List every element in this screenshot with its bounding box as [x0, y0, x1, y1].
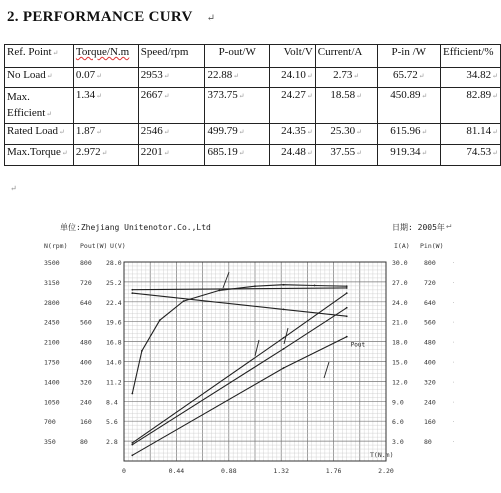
data-point [314, 285, 316, 287]
paragraph-mark: ↵ [10, 184, 17, 193]
data-point [131, 454, 133, 456]
table-row [5, 124, 501, 145]
cell: 25.30↵ [315, 124, 377, 145]
table-row [5, 145, 501, 166]
data-point [218, 290, 220, 292]
cell-mark: . [452, 278, 456, 285]
pin-tick-label: 80 [424, 438, 432, 447]
chart-svg [0, 210, 501, 488]
n-tick-label: 2100 [44, 338, 60, 347]
cell: 65.72↵ [377, 68, 441, 88]
cell-mark: . [452, 338, 456, 345]
cell-mark: . [452, 358, 456, 365]
n-tick-label: 1750 [44, 358, 60, 367]
performance-table [4, 44, 501, 166]
n-tick-label: 700 [44, 418, 56, 427]
cell: 450.89↵ [377, 88, 441, 124]
axis-header: N(rpm) [44, 242, 68, 250]
header-cell: P-in /W [377, 45, 441, 68]
curve-marker [223, 272, 229, 288]
data-point [346, 307, 348, 309]
axis-header: Pin(W) [420, 242, 444, 250]
cell: 22.88↵ [205, 68, 270, 88]
cell-mark: . [452, 378, 456, 385]
pin-tick-label: 560 [424, 318, 436, 327]
n-tick-label: 2450 [44, 318, 60, 327]
cell: 81.14↵ [441, 124, 501, 145]
curve-n [132, 293, 346, 316]
u-tick-label: 14.0 [106, 358, 122, 367]
x-axis-label: T(N.m) [370, 451, 394, 459]
x-tick-label: 0.44 [168, 467, 185, 475]
data-point [183, 300, 185, 302]
i-tick-label: 6.0 [392, 418, 404, 427]
x-tick-label: 2.20 [378, 467, 394, 475]
cell: 685.19↵ [205, 145, 270, 166]
cell: 2.972↵ [73, 145, 138, 166]
cell: 499.79↵ [205, 124, 270, 145]
table-header-row [5, 45, 501, 68]
n-tick-label: 1050 [44, 398, 60, 407]
header-cell: Volt/V [269, 45, 315, 68]
header-cell: Efficient/% [441, 45, 501, 68]
performance-chart [0, 210, 501, 488]
pout-tick-label: 160 [80, 418, 92, 427]
x-tick-label: 1.32 [273, 467, 290, 475]
paragraph-mark: ↵ [446, 221, 452, 231]
cell-mark: . [452, 259, 456, 265]
data-point [283, 348, 285, 350]
i-tick-label: 21.0 [392, 318, 408, 327]
pout-tick-label: 80 [80, 438, 88, 447]
cell: 74.53↵ [441, 145, 501, 166]
u-tick-label: 25.2 [106, 278, 122, 287]
axis-header: Pout(W) [80, 242, 108, 250]
x-tick-label: 0.88 [220, 467, 237, 475]
x-tick-label: 1.76 [325, 467, 342, 475]
cell: 2953↵ [138, 68, 205, 88]
data-point [254, 285, 256, 287]
cell: 2667↵ [138, 88, 205, 124]
cell: 24.48↵ [269, 145, 315, 166]
cell: 919.34↵ [377, 145, 441, 166]
header-cell: Torque/N.m [73, 45, 138, 68]
header-cell: Current/A [315, 45, 377, 68]
i-tick-label: 3.0 [392, 438, 404, 447]
i-tick-label: 30.0 [392, 259, 408, 267]
cell-mark: . [452, 318, 456, 325]
pout-tick-label: 480 [80, 338, 92, 347]
pout-tick-label: 560 [80, 318, 92, 327]
cell: 18.58↵ [315, 88, 377, 124]
data-point [346, 287, 348, 289]
pout-tick-label: 240 [80, 398, 92, 407]
pout-curve-label: Pout [350, 341, 366, 349]
curve-pout [132, 337, 346, 456]
cell: 373.75↵ [205, 88, 270, 124]
table-row [5, 88, 501, 124]
u-tick-label: 5.6 [106, 418, 118, 427]
u-tick-label: 28.0 [106, 259, 122, 267]
u-tick-label: 8.4 [106, 398, 118, 407]
data-point [141, 350, 143, 352]
cell: 37.55↵ [315, 145, 377, 166]
n-tick-label: 1400 [44, 378, 60, 387]
pout-tick-label: 720 [80, 278, 92, 287]
data-point [131, 393, 133, 395]
data-point [283, 337, 285, 339]
pin-tick-label: 800 [424, 259, 436, 267]
data-point [283, 308, 285, 310]
cell-mark: . [452, 398, 456, 405]
cell: 34.82↵ [441, 68, 501, 88]
cell: 2546↵ [138, 124, 205, 145]
data-point [346, 315, 348, 317]
data-point [131, 442, 133, 444]
n-tick-label: 350 [44, 438, 56, 447]
data-point [283, 367, 285, 369]
x-tick-label: 0 [122, 467, 126, 475]
table-row [5, 68, 501, 88]
curve-pin [132, 308, 346, 445]
pout-tick-label: 400 [80, 358, 92, 367]
cell: 2.73↵ [315, 68, 377, 88]
cell: 24.27↵ [269, 88, 315, 124]
section-heading [7, 9, 215, 26]
row-label: Rated Load↵ [5, 124, 74, 145]
pin-tick-label: 400 [424, 358, 436, 367]
cell: 1.87↵ [73, 124, 138, 145]
pin-tick-label: 160 [424, 418, 436, 427]
cell: 82.89↵ [441, 88, 501, 124]
cell-mark: . [452, 438, 456, 445]
data-point [131, 289, 133, 291]
i-tick-label: 12.0 [392, 378, 408, 387]
i-tick-label: 18.0 [392, 338, 408, 347]
pout-tick-label: 640 [80, 298, 92, 307]
data-point [346, 292, 348, 294]
cell: 2201↵ [138, 145, 205, 166]
u-tick-label: 19.6 [106, 318, 122, 327]
cell: 0.07↵ [73, 68, 138, 88]
axis-header: U(V) [110, 242, 126, 250]
heading-text: 2. PERFORMANCE CURV [7, 9, 193, 25]
pin-tick-label: 640 [424, 298, 436, 307]
u-tick-label: 11.2 [106, 378, 122, 387]
pin-tick-label: 720 [424, 278, 436, 287]
data-point [346, 336, 348, 338]
cell-mark: . [452, 418, 456, 425]
u-tick-label: 22.4 [106, 298, 122, 307]
cell: 24.10↵ [269, 68, 315, 88]
pin-tick-label: 480 [424, 338, 436, 347]
i-tick-label: 24.0 [392, 298, 408, 307]
data-point [159, 319, 161, 321]
n-tick-label: 3500 [44, 259, 60, 267]
i-tick-label: 15.0 [392, 358, 408, 367]
cell-mark: . [452, 298, 456, 305]
cell: 615.96↵ [377, 124, 441, 145]
n-tick-label: 3150 [44, 278, 60, 287]
pout-tick-label: 320 [80, 378, 92, 387]
u-tick-label: 16.8 [106, 338, 122, 347]
row-label: No Load↵ [5, 68, 74, 88]
row-label: Max.Torque↵ [5, 145, 74, 166]
header-cell: P-out/W [205, 45, 270, 68]
data-point [131, 292, 133, 294]
data-point [131, 444, 133, 446]
pin-tick-label: 320 [424, 378, 436, 387]
cell: 24.35↵ [269, 124, 315, 145]
paragraph-mark: ↵ [206, 13, 216, 24]
n-tick-label: 2800 [44, 298, 60, 307]
axis-header: I(A) [394, 242, 410, 250]
cell: 1.34↵ [73, 88, 138, 124]
pin-tick-label: 240 [424, 398, 436, 407]
data-point [346, 285, 348, 287]
data-point [283, 284, 285, 286]
header-cell: Speed/rpm [138, 45, 205, 68]
curve-i [132, 293, 346, 443]
i-tick-label: 27.0 [392, 278, 408, 287]
company-label: 单位:Zhejiang Unitenotor.Co.,Ltd [60, 223, 211, 232]
pout-tick-label: 800 [80, 259, 92, 267]
u-tick-label: 2.8 [106, 438, 118, 447]
i-tick-label: 9.0 [392, 398, 404, 407]
date-label: 日期: 2005年 [392, 223, 445, 232]
header-cell: Ref. Point↵ [5, 45, 74, 68]
row-label: Max. Efficient↵ [5, 88, 74, 124]
